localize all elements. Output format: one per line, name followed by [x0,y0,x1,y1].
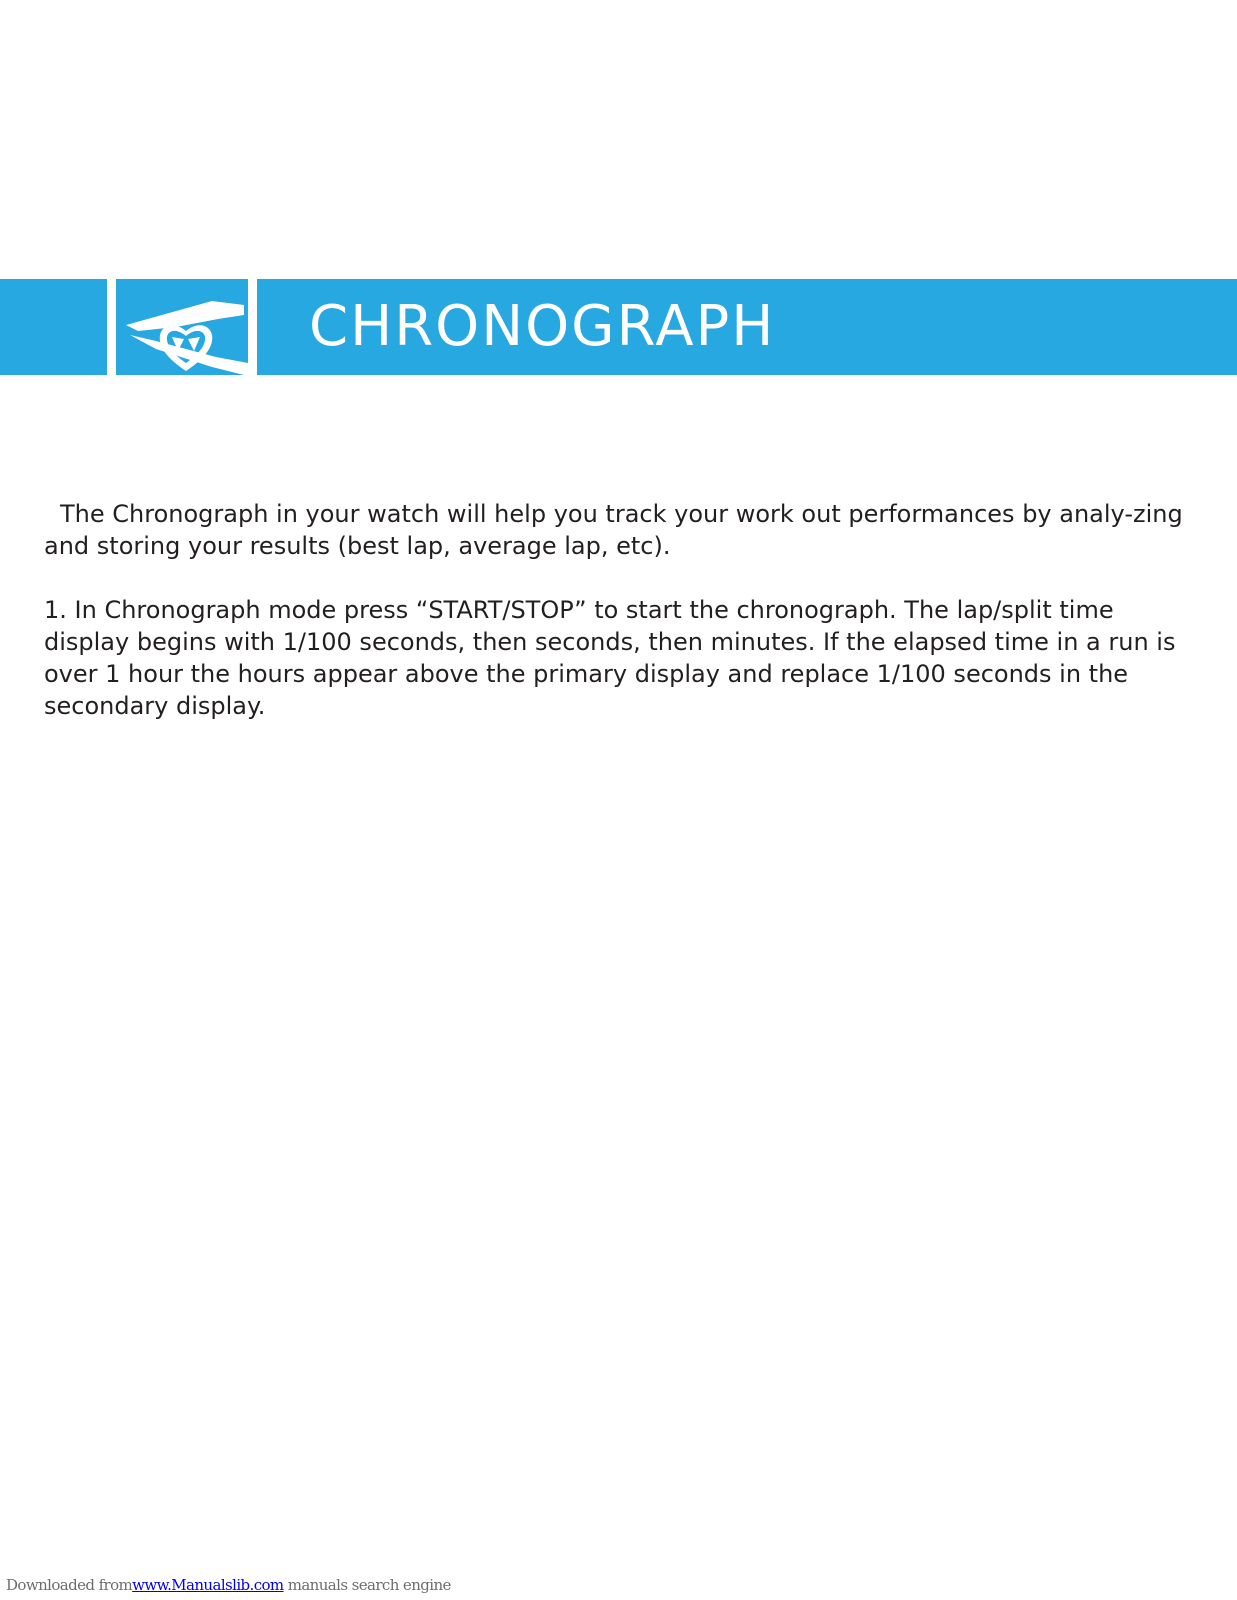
logo-box [116,279,248,375]
download-footer [6,1576,451,1594]
footer-prefix: Downloaded from [6,1576,133,1594]
page-title: CHRONOGRAPH [309,294,776,359]
intro-paragraph: The Chronograph in your watch will help you track your work out performances by analy-zing and storing your results (best lap, average lap, etc). [44,500,1183,560]
step-1-paragraph: 1. In Chronograph mode press “START/STOP” to start the chronograph. The lap/split time display begins with 1/100 seconds, then seconds, then minutes. If the elapsed time in a run is over 1 hour the hours appear above the primary display and replace 1/100 seconds in the secondary display. [44,596,1176,720]
document-body [44,498,1194,754]
manualslib-link[interactable]: www.Manualslib.com [132,1576,284,1594]
footer-suffix: manuals search engine [283,1576,451,1594]
page-header-banner [257,279,1237,375]
banner-left-block [0,279,107,375]
roxy-heart-logo-icon [116,279,248,375]
